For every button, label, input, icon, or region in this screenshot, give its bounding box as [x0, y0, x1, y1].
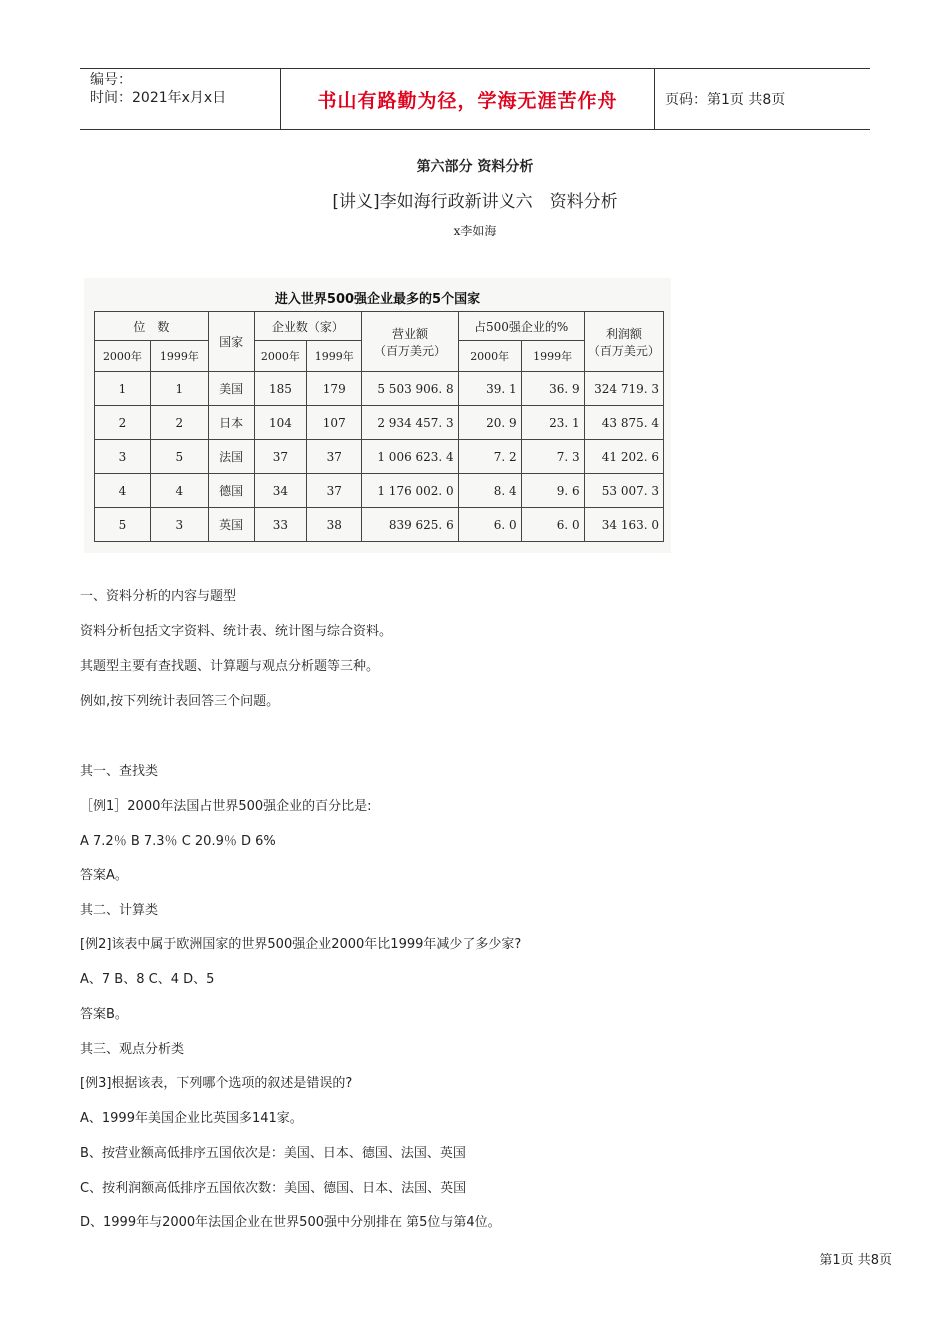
header-country: 国家 [208, 312, 254, 372]
cell-c1999: 37 [307, 474, 362, 508]
cell-country: 日本 [208, 406, 254, 440]
cell-s1999: 36. 9 [521, 372, 584, 406]
cell-s2000: 20. 9 [458, 406, 521, 440]
header-motto-cell [280, 69, 655, 129]
cell-revenue: 839 625. 6 [362, 508, 459, 542]
table-body [95, 372, 664, 542]
author: x李如海 [453, 224, 497, 238]
cell-profit: 41 202. 6 [584, 440, 663, 474]
header-share-1999: 1999年 [521, 341, 584, 372]
cell-c1999: 38 [307, 508, 362, 542]
cell-c2000: 104 [254, 406, 307, 440]
cell-c2000: 33 [254, 508, 307, 542]
cell-r2000: 1 [95, 372, 151, 406]
table-row [95, 474, 664, 508]
cell-profit: 324 719. 3 [584, 372, 663, 406]
cell-s2000: 7. 2 [458, 440, 521, 474]
paragraph: 其三、观点分析类 [80, 1042, 185, 1057]
cell-country: 美国 [208, 372, 254, 406]
date-text: 时间：2021年x月x日 [90, 90, 227, 106]
paragraph: 一、资料分析的内容与题型 [80, 589, 237, 604]
cell-s2000: 6. 0 [458, 508, 521, 542]
paragraph: 资料分析包括文字资料、统计表、统计图与综合资料。 [80, 624, 393, 639]
cell-r2000: 4 [95, 474, 151, 508]
section-title: 第六部分 资料分析 [416, 159, 534, 175]
cell-s2000: 39. 1 [458, 372, 521, 406]
table-row [95, 406, 664, 440]
data-table [94, 311, 664, 542]
table-row [95, 440, 664, 474]
cell-r1999: 2 [150, 406, 208, 440]
paragraph: D、1999年与2000年法国企业在世界500强中分别排在 第5位与第4位。 [80, 1215, 501, 1230]
cell-revenue: 5 503 906. 8 [362, 372, 459, 406]
page-header [80, 68, 870, 130]
table-row [95, 372, 664, 406]
header-revenue [362, 312, 459, 372]
cell-revenue: 2 934 457. 3 [362, 406, 459, 440]
paragraph: 例如,按下列统计表回答三个问题。 [80, 694, 280, 709]
cell-country: 英国 [208, 508, 254, 542]
cell-r1999: 5 [150, 440, 208, 474]
cell-r1999: 1 [150, 372, 208, 406]
cell-c1999: 37 [307, 440, 362, 474]
paragraph: 其题型主要有查找题、计算题与观点分析题等三种。 [80, 659, 380, 674]
header-count-1999: 1999年 [307, 341, 362, 372]
paragraph: 答案A。 [80, 868, 128, 883]
paragraph: A、1999年美国企业比英国多141家。 [80, 1111, 303, 1126]
cell-r1999: 4 [150, 474, 208, 508]
cell-c2000: 37 [254, 440, 307, 474]
header-revenue-unit: （百万美元） [373, 343, 446, 358]
cell-c1999: 179 [307, 372, 362, 406]
header-count: 企业数（家） [254, 312, 362, 341]
cell-r2000: 5 [95, 508, 151, 542]
motto: 书山有路勤为径，学海无涯苦作舟 [317, 90, 618, 112]
cell-r1999: 3 [150, 508, 208, 542]
cell-country: 法国 [208, 440, 254, 474]
cell-c2000: 185 [254, 372, 307, 406]
header-profit [584, 312, 663, 372]
cell-s1999: 23. 1 [521, 406, 584, 440]
document-title: [讲义]李如海行政新讲义六 资料分析 [332, 192, 618, 212]
paragraph: 答案B。 [80, 1007, 128, 1022]
footer-page-number: 第1页 共8页 [819, 1253, 892, 1268]
header-page-cell [655, 69, 870, 129]
cell-c2000: 34 [254, 474, 307, 508]
header-count-2000: 2000年 [254, 341, 307, 372]
cell-profit: 53 007. 3 [584, 474, 663, 508]
header-revenue-label: 营业额 [391, 326, 428, 341]
paragraph: 其二、计算类 [80, 903, 159, 918]
paragraph: C、按利润额高低排序五国依次数：美国、德国、日本、法国、英国 [80, 1181, 467, 1196]
cell-s2000: 8. 4 [458, 474, 521, 508]
header-rank-1999: 1999年 [150, 341, 208, 372]
paragraph: B、按营业额高低排序五国依次是：美国、日本、德国、法国、英国 [80, 1146, 466, 1161]
paragraph: 其一、查找类 [80, 764, 159, 779]
header-meta [80, 69, 280, 129]
paragraph: ［例1］2000年法国占世界500强企业的百分比是: [80, 799, 372, 814]
paragraph: [例2]该表中属于欧洲国家的世界500强企业2000年比1999年减少了多少家? [80, 937, 522, 952]
cell-r2000: 2 [95, 406, 151, 440]
paragraph: A、7 B、8 C、4 D、5 [80, 972, 215, 987]
paragraph: [例3]根据该表，下列哪个选项的叙述是错误的? [80, 1076, 353, 1091]
header-rank: 位 数 [95, 312, 209, 341]
cell-r2000: 3 [95, 440, 151, 474]
cell-revenue: 1 176 002. 0 [362, 474, 459, 508]
number-label: 编号： [90, 72, 132, 88]
table-row [95, 508, 664, 542]
cell-country: 德国 [208, 474, 254, 508]
cell-s1999: 7. 3 [521, 440, 584, 474]
cell-s1999: 6. 0 [521, 508, 584, 542]
page-number: 页码：第1页 共8页 [665, 92, 786, 108]
cell-profit: 34 163. 0 [584, 508, 663, 542]
header-profit-label: 利润额 [605, 326, 642, 341]
cell-c1999: 107 [307, 406, 362, 440]
paragraph: A 7.2％ B 7.3％ C 20.9％ D 6% [80, 834, 276, 849]
cell-s1999: 9. 6 [521, 474, 584, 508]
header-rank-2000: 2000年 [95, 341, 151, 372]
table-caption: 进入世界500强企业最多的5个国家 [274, 292, 481, 307]
cell-revenue: 1 006 623. 4 [362, 440, 459, 474]
cell-profit: 43 875. 4 [584, 406, 663, 440]
table-image [84, 278, 671, 553]
header-profit-unit: （百万美元） [587, 343, 660, 358]
header-share-2000: 2000年 [458, 341, 521, 372]
header-share: 占500强企业的% [458, 312, 584, 341]
